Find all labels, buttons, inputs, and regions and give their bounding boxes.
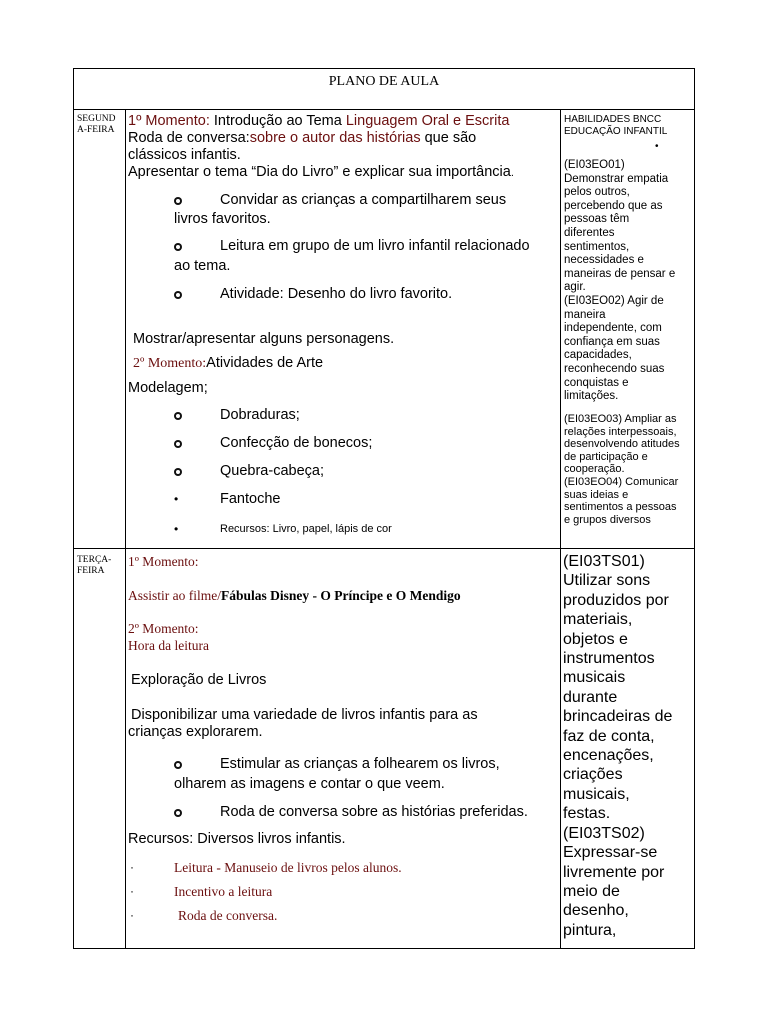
row-divider xyxy=(74,548,694,549)
list-item: olharem as imagens e contar o que veem. xyxy=(174,776,445,792)
dot-bullet: · xyxy=(130,884,134,898)
skills-line: independente, com xyxy=(564,322,662,335)
skills-line: instrumentos xyxy=(563,650,655,668)
skills-line: faz de conta, xyxy=(563,727,655,745)
skills-line: sentimentos a pessoas xyxy=(564,501,677,514)
roda-label: Roda de conversa: xyxy=(128,130,250,146)
skills-line: desenho, xyxy=(563,902,629,920)
skills-line: festas. xyxy=(563,805,611,823)
dot-bullet: • xyxy=(655,141,659,152)
bullet-icon xyxy=(174,197,182,205)
skills-line: de participação e xyxy=(564,450,648,463)
skills-list-eo-2 xyxy=(564,413,680,526)
list-item: Roda de conversa. xyxy=(178,908,278,923)
bullet-icon xyxy=(174,243,182,251)
skills-line: (EI03EO03) Ampliar as xyxy=(564,413,677,425)
list-item: Atividade: Desenho do livro favorito. xyxy=(220,286,453,302)
skills-line: pessoas têm xyxy=(564,213,630,226)
skills-line: conquistas e xyxy=(564,376,629,389)
skills-line: pelos outros, xyxy=(564,186,630,199)
filme-line xyxy=(128,588,461,604)
moment-2-label: 2º Momento: xyxy=(128,621,199,636)
skills-line: meio de xyxy=(563,882,620,900)
skills-line: criações xyxy=(563,766,623,784)
skills-line: e grupos diversos xyxy=(564,513,651,526)
skills-line: sentimentos, xyxy=(564,240,630,253)
skills-line: produzidos por xyxy=(563,591,669,609)
skills-line: (EI03TS01) xyxy=(563,553,645,570)
bullet-icon xyxy=(174,291,182,299)
skills-line: desenvolvendo atitudes xyxy=(564,438,680,451)
skills-list-ts xyxy=(563,552,672,940)
skills-line: percebendo que as xyxy=(564,199,663,212)
bullet-icon xyxy=(174,412,182,420)
list-item: Dobraduras; xyxy=(220,407,300,423)
apresentar-dot: . xyxy=(510,167,514,179)
hora-leitura: Hora da leitura xyxy=(128,638,209,653)
dot-bullet: • xyxy=(174,492,179,506)
list-item: Leitura - Manuseio de livros pelos alunos. xyxy=(174,860,402,875)
skills-line: relações interpessoais, xyxy=(564,425,677,438)
moment-2-line xyxy=(133,355,323,372)
skills-line: cooperação. xyxy=(564,463,625,476)
skills-line: (EI03EO04) Comunicar xyxy=(564,475,679,488)
skills-line: capacidades, xyxy=(564,349,632,362)
assistir-label: Assistir ao filme/ xyxy=(128,588,221,603)
skills-line: Demonstrar empatia xyxy=(564,172,669,185)
skills-line: necessidades e xyxy=(564,254,644,267)
moment-1-label: 1º Momento: xyxy=(128,554,199,569)
apresentar-line xyxy=(128,164,514,180)
list-item: Roda de conversa sobre as histórias preferidas. xyxy=(220,804,528,820)
day-label-line: FEIRA xyxy=(77,566,105,576)
skills-line: (EI03EO02) Agir de xyxy=(564,294,664,307)
skills-line: reconhecendo suas xyxy=(564,362,665,375)
moment-1-label: 1º Momento: xyxy=(128,113,210,129)
bullet-icon xyxy=(174,809,182,817)
skills-line: objetos e xyxy=(563,630,628,648)
skills-line: pintura, xyxy=(563,921,617,939)
apresentar-text: Apresentar o tema “Dia do Livro” e explicar sua importância xyxy=(128,164,511,180)
bullet-icon xyxy=(174,468,182,476)
day-label-line: A-FEIRA xyxy=(77,125,115,135)
list-item: Fantoche xyxy=(220,491,281,507)
exploracao-line: Exploração de Livros xyxy=(131,672,267,688)
title-row xyxy=(74,69,694,110)
skills-line: maneira xyxy=(564,308,606,321)
skills-line: (EI03EO01) xyxy=(564,159,625,171)
moment-1-theme: Linguagem Oral e Escrita xyxy=(345,113,510,129)
mostrar-line: Mostrar/apresentar alguns personagens. xyxy=(133,331,395,347)
list-item: Convidar as crianças a compartilharem seus xyxy=(220,192,507,208)
classicos-line: clássicos infantis. xyxy=(128,147,241,163)
skills-line: encenações, xyxy=(563,747,654,765)
skills-line: musicais xyxy=(563,669,626,687)
skills-line: durante xyxy=(563,688,618,706)
day-cell-tuesday xyxy=(77,555,125,577)
list-item: Confecção de bonecos; xyxy=(220,435,373,451)
skills-line: brincadeiras de xyxy=(563,708,673,726)
skills-header-line: EDUCAÇÃO INFANTIL xyxy=(564,125,668,137)
disp-line: Disponibilizar uma variedade de livros infantis para as xyxy=(131,707,478,723)
column-divider-day xyxy=(125,109,126,949)
skills-header xyxy=(564,114,667,137)
moment-2-label: 2º Momento: xyxy=(133,356,207,371)
roda-line xyxy=(128,130,476,146)
filme-title: Fábulas Disney - O Príncipe e O Mendigo xyxy=(221,588,461,603)
list-item: Estimular as crianças a folhearem os livros, xyxy=(220,756,500,772)
skills-line: suas ideias e xyxy=(564,488,629,501)
skills-header-line: HABILIDADES BNCC xyxy=(564,114,662,125)
disp-line: crianças explorarem. xyxy=(128,724,263,740)
bullet-icon xyxy=(174,761,182,769)
page-title: PLANO DE AULA xyxy=(328,74,440,89)
list-item: livros favoritos. xyxy=(174,211,271,227)
day-label-line: SEGUND xyxy=(77,114,116,124)
dot-bullet: • xyxy=(174,522,179,536)
day-cell-monday xyxy=(77,114,125,136)
list-item: Incentivo a leitura xyxy=(174,884,273,899)
skills-line: diferentes xyxy=(564,226,615,239)
skills-line: Expressar-se xyxy=(563,844,658,862)
recursos-line: Recursos: Livro, papel, lápis de cor xyxy=(220,523,392,535)
moment-2-text: Atividades de Arte xyxy=(206,355,324,371)
roda-topic: sobre o autor das histórias xyxy=(249,130,421,146)
modelagem-line: Modelagem; xyxy=(128,380,208,396)
skills-line: agir. xyxy=(564,281,586,294)
skills-line: confiança em suas xyxy=(564,335,660,348)
skills-line: (EI03TS02) xyxy=(563,824,645,842)
skills-line: livremente por xyxy=(563,863,665,881)
dot-bullet: · xyxy=(130,860,134,874)
skills-list-eo xyxy=(564,159,675,404)
column-divider-skills xyxy=(560,109,561,949)
list-item: Leitura em grupo de um livro infantil relacionado xyxy=(220,238,530,254)
moment-1-line xyxy=(128,113,509,129)
skills-line: materiais, xyxy=(563,611,633,629)
moment-1-intro: Introdução ao Tema xyxy=(209,113,346,129)
skills-line: maneiras de pensar e xyxy=(564,267,676,280)
skills-line: Utilizar sons xyxy=(563,572,651,590)
skills-line: musicais, xyxy=(563,785,630,803)
list-item: Quebra-cabeça; xyxy=(220,463,324,479)
day-label-line: TERÇA- xyxy=(77,555,112,565)
dot-bullet: · xyxy=(130,908,134,922)
roda-suffix: que são xyxy=(420,130,477,146)
list-item: ao tema. xyxy=(174,258,231,274)
skills-line: limitações. xyxy=(564,390,619,403)
recursos-line: Recursos: Diversos livros infantis. xyxy=(128,831,346,847)
bullet-icon xyxy=(174,440,182,448)
